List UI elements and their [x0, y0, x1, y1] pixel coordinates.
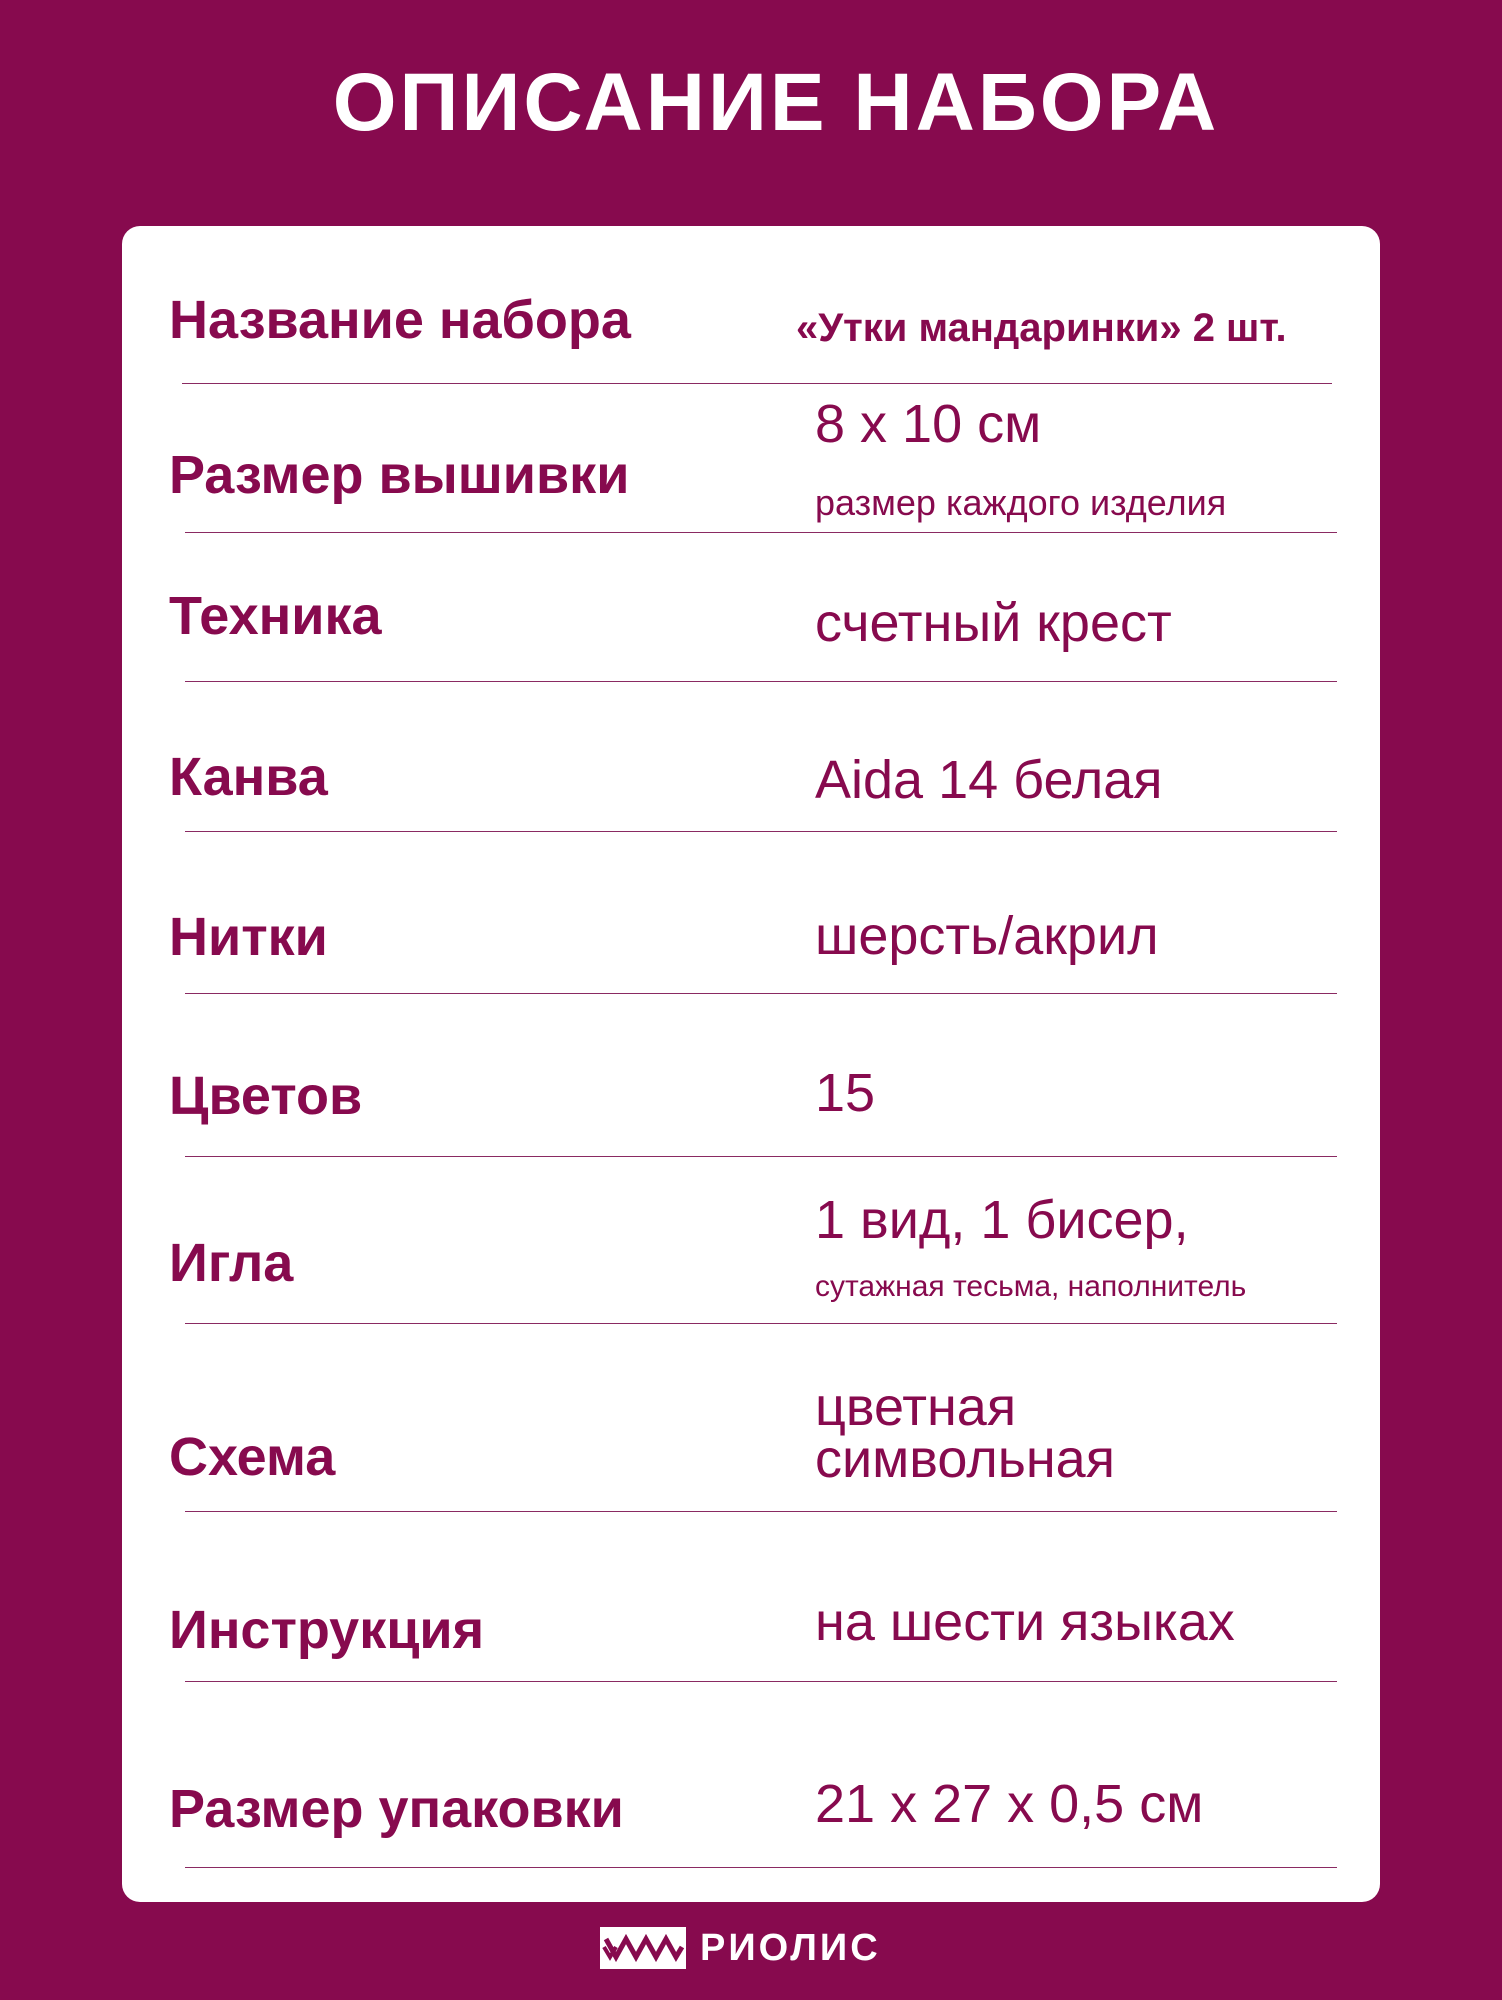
row-divider: [185, 831, 1337, 832]
spec-value-line2: символьная: [815, 1429, 1115, 1489]
spec-value: 15: [815, 1063, 876, 1123]
row-divider: [185, 1511, 1337, 1512]
spec-value: «Утки мандаринки» 2 шт.: [796, 306, 1287, 350]
spec-label: Размер вышивки: [169, 445, 630, 505]
riolis-logo-icon: [600, 1927, 686, 1969]
brand-footer: [600, 1925, 881, 1971]
spec-value: счетный крест: [815, 593, 1172, 653]
spec-label: Название набора: [169, 290, 631, 350]
spec-label: Цветов: [169, 1066, 363, 1126]
spec-label: Игла: [169, 1233, 294, 1293]
spec-value: 1 вид, 1 бисер,: [815, 1190, 1189, 1250]
row-divider: [185, 1323, 1337, 1324]
spec-note: размер каждого изделия: [815, 482, 1227, 523]
spec-label: Размер упаковки: [169, 1779, 624, 1839]
spec-value: 8 x 10 см: [815, 394, 1042, 454]
spec-card: [122, 226, 1380, 1902]
spec-label: Канва: [169, 747, 328, 807]
row-divider: [185, 1867, 1337, 1868]
spec-note: сутажная тесьма, наполнитель: [815, 1270, 1247, 1303]
spec-label: Нитки: [169, 907, 328, 967]
spec-value: цветная: [815, 1377, 1017, 1437]
row-divider: [185, 993, 1337, 994]
spec-value: 21 x 27 x 0,5 см: [815, 1774, 1204, 1834]
brand-name: РИОЛИС: [700, 1927, 881, 1969]
row-divider: [185, 681, 1337, 682]
page-title: ОПИСАНИЕ НАБОРА: [332, 57, 1220, 148]
spec-label: Инструкция: [169, 1600, 485, 1660]
row-divider: [185, 1681, 1337, 1682]
spec-value: на шести языках: [815, 1592, 1235, 1652]
row-divider: [182, 383, 1332, 384]
spec-label: Техника: [169, 586, 382, 646]
row-divider: [185, 532, 1337, 533]
spec-value: Aida 14 белая: [815, 750, 1163, 810]
spec-label: Схема: [169, 1427, 336, 1487]
row-divider: [185, 1156, 1337, 1157]
spec-value: шерсть/акрил: [815, 906, 1159, 966]
